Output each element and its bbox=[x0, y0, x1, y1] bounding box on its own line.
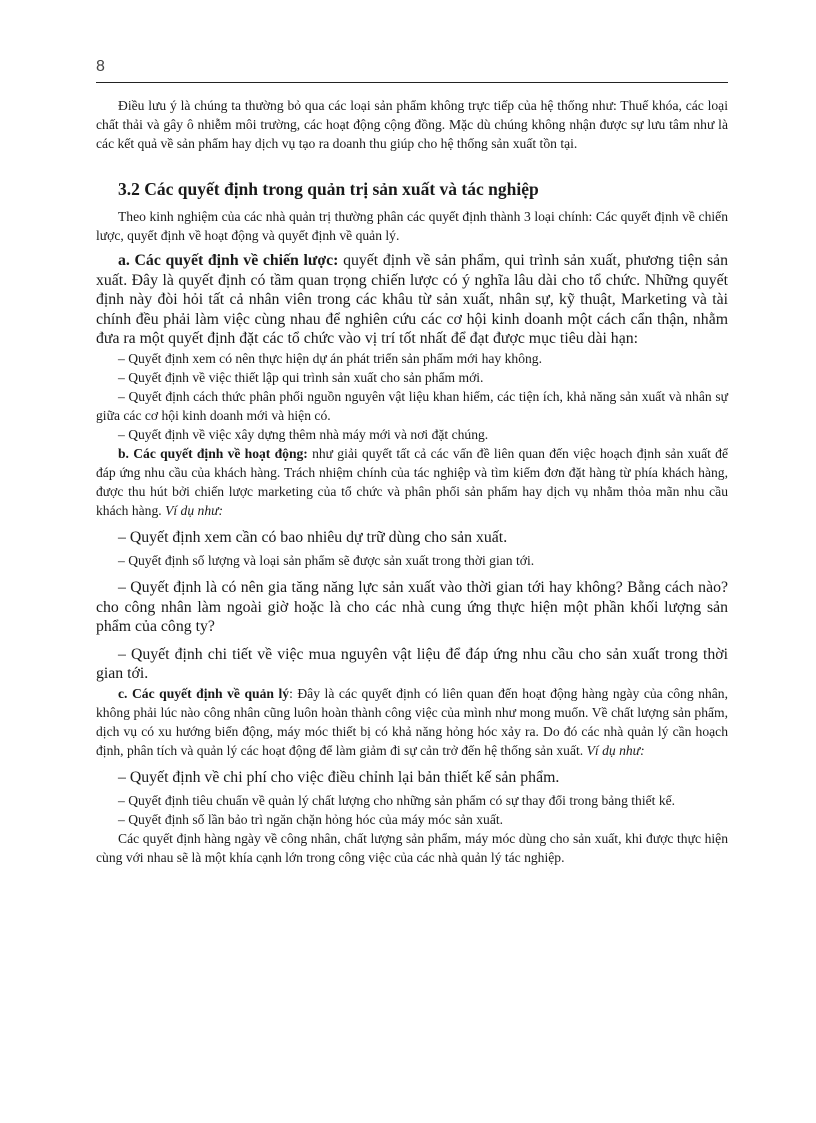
intro-paragraph: Điều lưu ý là chúng ta thường bỏ qua các loại sản phẩm không trực tiếp của hệ thống như: Thuế khóa, các loại chất thải và gây ô nhiễm môi trường, các hoạt động cộng đồng. Mặc dù chúng không nhận được sự lưu tâm như là các kết quả về sản phẩm hay dịch vụ tạo ra doanh thu giúp cho hệ thống sản xuất tồn tại. bbox=[96, 98, 728, 151]
management-title: c. Các quyết định về quản lý bbox=[118, 685, 290, 701]
section-intro-paragraph: Theo kinh nghiệm của các nhà quản trị thường phân các quyết định thành 3 loại chính: Các quyết định về chiến lược, quyết định về hoạt động và quyết định về quản lý. bbox=[96, 209, 728, 243]
operational-title: b. Các quyết định về hoạt động: bbox=[118, 445, 308, 461]
operational-item: – Quyết định chi tiết về việc mua nguyên vật liệu để đáp ứng nhu cầu cho sản xuất trong thời gian tới. bbox=[96, 645, 728, 682]
strategic-item: – Quyết định xem có nên thực hiện dự án phát triển sản phẩm mới hay không. bbox=[118, 350, 542, 366]
operational-item: – Quyết định xem cần có bao nhiêu dự trữ dùng cho sản xuất. bbox=[118, 528, 508, 546]
closing-paragraph: Các quyết định hàng ngày về công nhân, chất lượng sản phẩm, máy móc dùng cho sản xuất, khi được thực hiện cùng với nhau sẽ là một khía cạnh lớn trong công việc của các nhà quản lý tác nghiệp. bbox=[96, 831, 728, 865]
strategic-title: a. Các quyết định về chiến lược: bbox=[118, 252, 339, 269]
strategic-text: quyết định về sản phẩm, qui trình sản xuất, phương tiện sản xuất. Đây là quyết định có tầm quan trọng chiến lược có ý nghĩa lâu dài cho tổ chức. Những quyết định này đòi hỏi tất cả nhân viên trong các khâu từ sản xuất, nhân sự, kỹ thuật, Marketing và tài chính đều phải làm việc cùng nhau để nghiên cứu các cơ hội kinh doanh một cách cẩn thận, nhằm đưa ra một quyết định đặt các tổ chức vào vị trí tốt nhất để đạt được mục tiêu dài hạn: bbox=[96, 252, 728, 347]
management-paragraph bbox=[96, 684, 728, 760]
operational-item: – Quyết định số lượng và loại sản phẩm sẽ được sản xuất trong thời gian tới. bbox=[118, 553, 535, 568]
operational-example-label: Ví dụ như: bbox=[165, 502, 224, 518]
management-text: : Đây là các quyết định có liên quan đến hoạt động hàng ngày của công nhân, không phải lúc nào công nhân cũng luôn hoàn thành công việc của mình như mong muốn. Về chất lượng sản phẩm, dịch vụ có xu hướng biến động, máy móc thiết bị có khả năng hỏng hóc xảy ra. Do đó các nhà quản lý cần hoạch định, phân tích và quản lý các hoạt động để làm giảm đi sự cản trở đến hệ thống sản xuất. bbox=[96, 685, 728, 758]
section-heading: 3.2 Các quyết định trong quản trị sản xuất và tác nghiệp bbox=[118, 179, 539, 199]
management-item: – Quyết định tiêu chuẩn về quản lý chất lượng cho những sản phẩm có sự thay đổi trong bảng thiết kế. bbox=[118, 793, 676, 808]
strategic-item: – Quyết định về việc thiết lập qui trình sản xuất cho sản phẩm mới. bbox=[118, 369, 484, 385]
management-item: – Quyết định số lần bảo trì ngăn chặn hỏng hóc của máy móc sản xuất. bbox=[118, 812, 504, 827]
strategic-item: – Quyết định về việc xây dựng thêm nhà máy mới và nơi đặt chúng. bbox=[118, 426, 489, 442]
page-header bbox=[96, 58, 728, 83]
page-number: 8 bbox=[96, 58, 105, 75]
strategic-paragraph bbox=[96, 251, 728, 349]
management-item: – Quyết định về chi phí cho việc điều chỉnh lại bản thiết kế sản phẩm. bbox=[118, 768, 560, 786]
operational-item: – Quyết định là có nên gia tăng năng lực sản xuất vào thời gian tới hay không? Bằng cách nào? cho công nhân làm ngoài giờ hoặc là cho các nhà cung ứng thực hiện một phần khối lượng sản phẩm của công ty? bbox=[96, 579, 728, 635]
operational-text: như giải quyết tất cả các vấn đề liên quan đến việc hoạch định sản xuất để đáp ứng nhu cầu của khách hàng. Trách nhiệm chính của tác nghiệp và tìm kiếm đơn đặt hàng từ phía khách hàng, được thu hút bởi chiến lược marketing của tổ chức và phân phối sản phẩm hay dịch vụ nhằm thỏa mãn nhu cầu khách hàng. bbox=[96, 445, 728, 518]
strategic-item: – Quyết định cách thức phân phối nguồn nguyên vật liệu khan hiếm, các tiện ích, khả năng sản xuất và nhân sự giữa các cơ hội kinh doanh mới và hiện có. bbox=[96, 388, 728, 423]
operational-paragraph bbox=[96, 444, 728, 520]
management-example-label: Ví dụ như: bbox=[586, 742, 645, 758]
page-body bbox=[96, 96, 728, 867]
